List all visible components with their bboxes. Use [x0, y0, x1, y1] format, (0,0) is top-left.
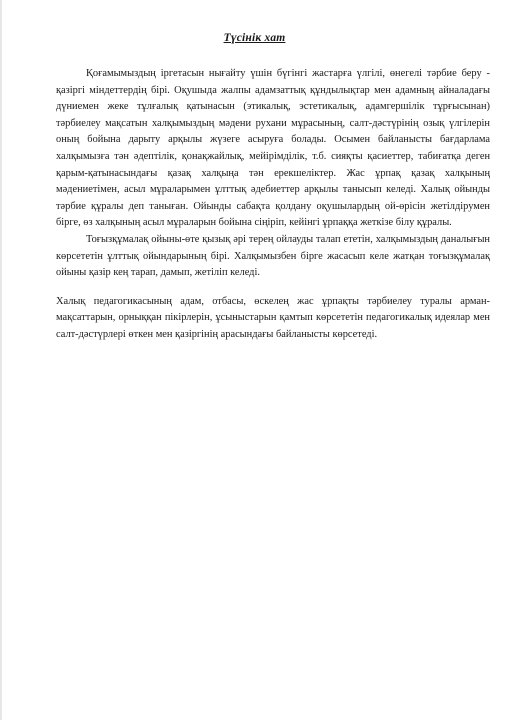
paragraph-folk-pedagogy: Халық педагогикасының адам, отбасы, өскелең жас ұрпақты тәрбиелеу туралы арман-мақсаттарын, орныққан пікірлерін, ұсыныстарын қамтып көрсететін педагогикалық идеялар мен салт-дәстүрлері өткен мен қазіргінің арасындағы байланысты көрсетеді.: [56, 295, 490, 340]
scan-edge-shadow: [0, 0, 2, 720]
paragraph-intro: Қоғамымыздың іргетасын нығайту үшін бүгінгі жастарға үлгілі, өнегелі тәрбие беру - қазіргі міндеттердің бірі. Оқушыда жалпы адамзаттық құндылықтар мен адамның айналадағы дүниемен жеке тұлғалық қатынасын (этикалық, эстетикалық, адамгершілік тұрғысынан) тәрбиелеу мақсатын халқымыздың мәдени рухани мұрасының, салт-дәстүрінің озық үлгілерін оның бойына дарыту арқылы жүзеге асыруға болады. Осымен байланысты бағдарлама халқымызға тән әдептілік, қонақжайлық, мейірімділік, т.б. сияқты қасиеттер, табиғатқа деген қарым-қатынасындағы қазақ халқыңа тән ерекшеліктер. Жас ұрпақ қазақ халқының мәдениетімен, асыл мұраларымен ұлттық әдебиеттер арқылы танысып келеді. Халық ойынды тәрбие құралы деп таныған. Ойынды сабақта қолдану оқушылардың ой-өрісін жетілдірумен бірге, өз халқының асыл мұраларын бойына сіңіріп, кейінгі ұрпаққа жеткізе білу құралы.: [56, 68, 490, 229]
document-body: [56, 66, 490, 344]
paragraph-togyzkumalak: Тоғызқұмалақ ойыны-өте қызық әрі терең ойлауды талап ететін, халқымыздың даналығын көрсететін ұлттық ойындарының бірі. Халқымызбен бірге жасасып келе жатқан тоғызқұмалақ ойыны қазір кең тарап, дамып, жетіліп келеді.: [56, 233, 490, 279]
page-title: Түсінік хат: [223, 32, 286, 44]
